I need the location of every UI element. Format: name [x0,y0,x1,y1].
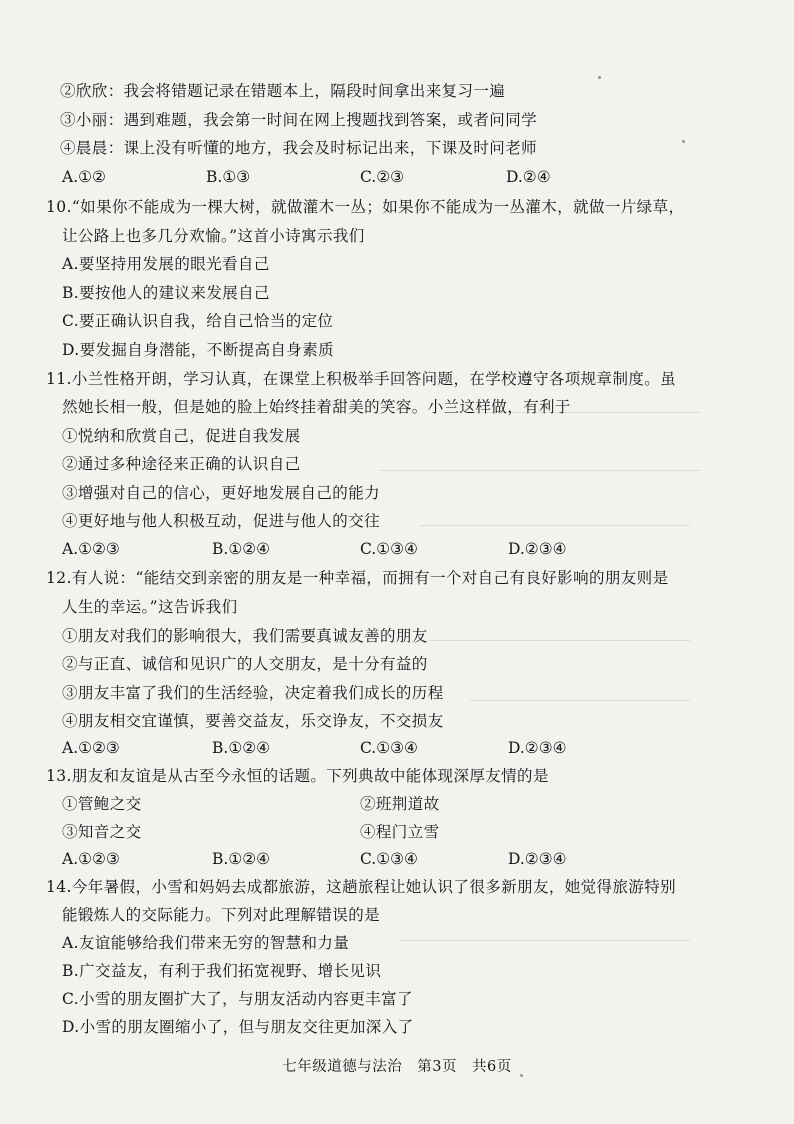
q14-option-a: A.友谊能够给我们带来无穷的智慧和力量 [62,934,350,952]
q14-option-c: C.小雪的朋友圈扩大了，与朋友活动内容更丰富了 [62,990,413,1008]
q11-option-b: B.①②④ [212,540,271,558]
q10-option-b: B.要按他人的建议来发展自己 [62,284,270,302]
bleed-mark [380,470,700,471]
q12-statement-2: ②与正直、诚信和见识广的人交朋友，是十分有益的 [62,655,428,673]
q13-option-d: D.②③④ [508,850,567,868]
page-footer: 七年级道德与法治 第3页 共6页 [282,1059,512,1075]
q12-stem-line-2: 人生的幸运。”这告诉我们 [62,598,238,616]
bleed-mark [420,525,690,526]
q14-stem-line-1: 14.今年暑假，小雪和妈妈去成都旅游，这趟旅程让她认识了很多新朋友，她觉得旅游特别 [46,878,677,896]
q13-statement-4: ④程门立雪 [360,823,440,841]
q12-statement-1: ①朋友对我们的影响很大，我们需要真诚友善的朋友 [62,627,428,645]
q10-stem-line-2: 让公路上也多几分欢愉。”这首小诗寓示我们 [62,227,365,245]
q11-statement-3: ③增强对自己的信心，更好地发展自己的能力 [62,484,381,502]
q11-option-a: A.①②③ [62,540,120,558]
q13-option-c: C.①③④ [360,850,418,868]
q12-statement-4: ④朋友相交宜谨慎，要善交益友，乐交诤友，不交损友 [62,712,444,730]
q10-option-d: D.要发掘自身潜能，不断提高自身素质 [62,341,335,359]
speck [682,140,685,143]
q13-statement-2: ②班荆道故 [360,795,440,813]
speck [598,76,601,79]
q9-statement-3: ③小丽：遇到难题，我会第一时间在网上搜题找到答案，或者问同学 [60,111,538,129]
q12-stem-line-1: 12.有人说：“能结交到亲密的朋友是一种幸福，而拥有一个对自己有良好影响的朋友则是 [46,569,669,587]
q10-option-a: A.要坚持用发展的眼光看自己 [62,255,270,273]
bleed-mark [430,640,690,641]
q11-statement-1: ①悦纳和欣赏自己，促进自我发展 [62,427,301,445]
q12-option-a: A.①②③ [62,739,120,757]
q11-stem-line-2: 然她长相一般，但是她的脸上始终挂着甜美的笑容。小兰这样做，有利于 [62,398,571,416]
q10-option-c: C.要正确认识自我，给自己恰当的定位 [62,312,334,330]
q13-option-b: B.①②④ [212,850,271,868]
q12-statement-3: ③朋友丰富了我们的生活经验，决定着我们成长的历程 [62,684,444,702]
q12-option-c: C.①③④ [360,739,418,757]
q11-statement-4: ④更好地与他人积极互动，促进与他人的交往 [62,512,381,530]
q11-statement-2: ②通过多种途径来正确的认识自己 [62,455,301,473]
q11-option-d: D.②③④ [508,540,567,558]
q9-option-c: C.②③ [360,168,405,186]
q9-option-d: D.②④ [506,168,551,186]
q10-stem-line-1: 10.“如果你不能成为一棵大树，就做灌木一丛；如果你不能成为一丛灌木，就做一片绿草， [46,198,685,216]
q11-option-c: C.①③④ [360,540,418,558]
q13-statement-3: ③知音之交 [62,823,142,841]
q12-option-b: B.①②④ [212,739,271,757]
q14-option-b: B.广交益友，有利于我们拓宽视野、增长见识 [62,962,382,980]
q11-stem-line-1: 11.小兰性格开朗，学习认真，在课堂上积极举手回答问题，在学校遵守各项规章制度。虽 [46,370,677,388]
q9-option-b: B.①③ [206,168,251,186]
q13-stem-line-1: 13.朋友和友谊是从古至今永恒的话题。下列典故中能体现深厚友情的是 [46,767,549,785]
q9-statement-2: ②欣欣：我会将错题记录在错题本上，隔段时间拿出来复习一遍 [60,82,506,100]
q13-option-a: A.①②③ [62,850,120,868]
q9-option-a: A.①② [62,168,106,186]
q12-option-d: D.②③④ [508,739,567,757]
q13-statement-1: ①管鲍之交 [62,795,142,813]
bleed-mark [470,700,690,701]
q14-option-d: D.小雪的朋友圈缩小了，但与朋友交往更加深入了 [62,1018,414,1036]
q14-stem-line-2: 能锻炼人的交际能力。下列对此理解错误的是 [62,906,381,924]
q9-statement-4: ④晨晨：课上没有听懂的地方，我会及时标记出来，下课及时问老师 [60,139,538,157]
bleed-mark [400,940,690,941]
